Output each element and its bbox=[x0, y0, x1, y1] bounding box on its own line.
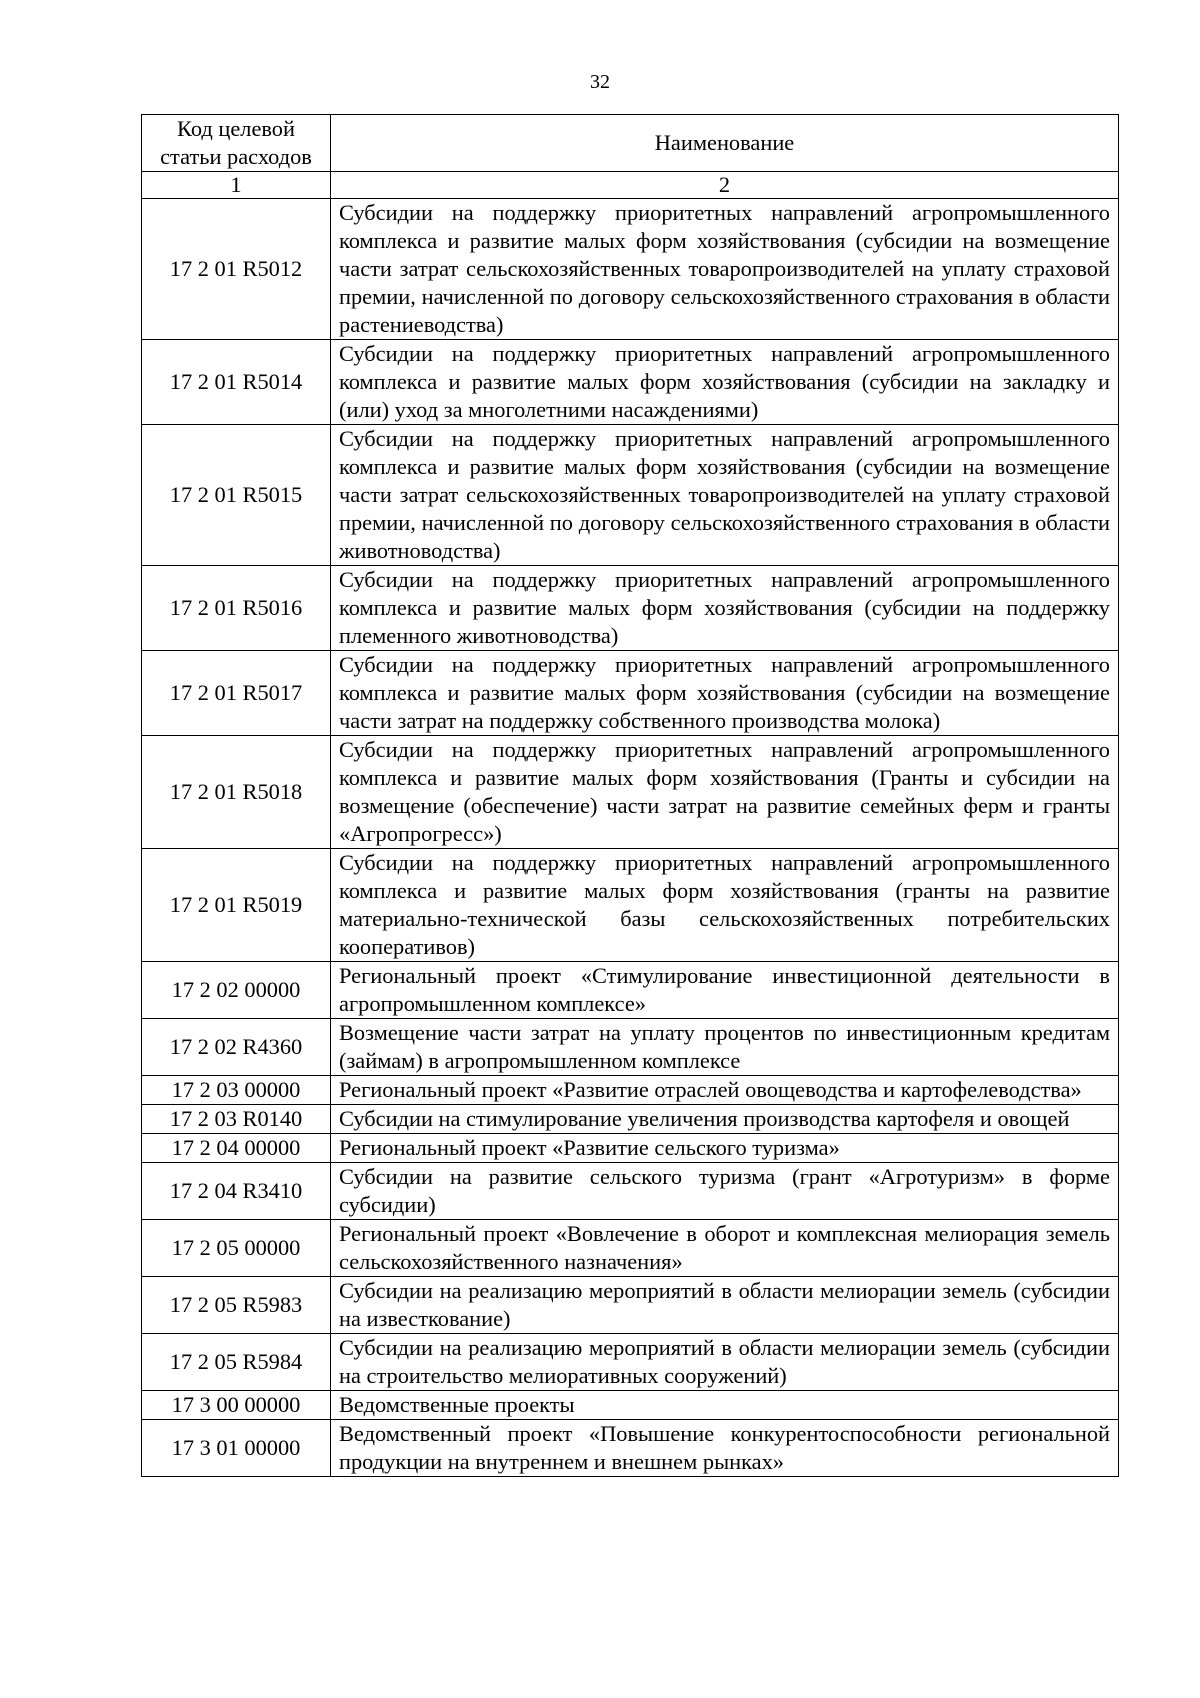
table-row bbox=[142, 651, 1119, 736]
row-name: Субсидии на развитие сельского туризма (грант «Агротуризм» в форме субсидии) bbox=[331, 1163, 1119, 1220]
table-row bbox=[142, 1105, 1119, 1134]
row-name: Возмещение части затрат на уплату процентов по инвестиционным кредитам (займам) в агропромышленном комплексе bbox=[331, 1019, 1119, 1076]
column-number-1: 1 bbox=[142, 172, 331, 199]
row-name: Субсидии на поддержку приоритетных направлений агропромышленного комплекса и развитие малых форм хозяйствования (гранты на развитие материально-технической базы сельскохозяйственных потребительских кооперативов) bbox=[331, 849, 1119, 962]
column-number-2: 2 bbox=[331, 172, 1119, 199]
table-row bbox=[142, 1134, 1119, 1163]
table-row bbox=[142, 1163, 1119, 1220]
row-code: 17 2 01 R5012 bbox=[142, 199, 331, 340]
table-row bbox=[142, 566, 1119, 651]
table-row bbox=[142, 1420, 1119, 1477]
table-row bbox=[142, 962, 1119, 1019]
table-row bbox=[142, 199, 1119, 340]
table-row bbox=[142, 1277, 1119, 1334]
row-code: 17 2 05 R5984 bbox=[142, 1334, 331, 1391]
row-name: Региональный проект «Развитие отраслей овощеводства и картофелеводства» bbox=[331, 1076, 1119, 1105]
row-name: Ведомственный проект «Повышение конкурентоспособности региональной продукции на внутреннем и внешнем рынках» bbox=[331, 1420, 1119, 1477]
row-code: 17 3 00 00000 bbox=[142, 1391, 331, 1420]
page-number: 32 bbox=[590, 71, 610, 93]
table-header-row bbox=[142, 115, 1119, 172]
table-row bbox=[142, 849, 1119, 962]
row-name: Региональный проект «Развитие сельского туризма» bbox=[331, 1134, 1119, 1163]
table-row bbox=[142, 425, 1119, 566]
row-name: Региональный проект «Вовлечение в оборот и комплексная мелиорация земель сельскохозяйственного назначения» bbox=[331, 1220, 1119, 1277]
row-code: 17 2 04 R3410 bbox=[142, 1163, 331, 1220]
table-row bbox=[142, 1391, 1119, 1420]
row-name: Субсидии на реализацию мероприятий в области мелиорации земель (субсидии на известкование) bbox=[331, 1277, 1119, 1334]
row-code: 17 2 01 R5015 bbox=[142, 425, 331, 566]
header-name: Наименование bbox=[331, 115, 1119, 172]
table-body bbox=[142, 199, 1119, 1477]
row-code: 17 2 01 R5018 bbox=[142, 736, 331, 849]
row-code: 17 2 05 00000 bbox=[142, 1220, 331, 1277]
row-name: Субсидии на стимулирование увеличения производства картофеля и овощей bbox=[331, 1105, 1119, 1134]
table-row bbox=[142, 736, 1119, 849]
header-code: Код целевой статьи расходов bbox=[142, 115, 331, 172]
table-row bbox=[142, 1220, 1119, 1277]
row-code: 17 2 01 R5014 bbox=[142, 340, 331, 425]
row-code: 17 2 04 00000 bbox=[142, 1134, 331, 1163]
row-name: Региональный проект «Стимулирование инвестиционной деятельности в агропромышленном комплексе» bbox=[331, 962, 1119, 1019]
row-name: Субсидии на поддержку приоритетных направлений агропромышленного комплекса и развитие малых форм хозяйствования (субсидии на возмещение части затрат сельскохозяйственных товаропроизводителей на уплату страховой премии, начисленной по договору сельскохозяйственного страхования в области животноводства) bbox=[331, 425, 1119, 566]
table-row bbox=[142, 1076, 1119, 1105]
table-row bbox=[142, 1019, 1119, 1076]
row-code: 17 2 02 00000 bbox=[142, 962, 331, 1019]
row-code: 17 2 01 R5016 bbox=[142, 566, 331, 651]
row-code: 17 2 05 R5983 bbox=[142, 1277, 331, 1334]
row-code: 17 2 01 R5019 bbox=[142, 849, 331, 962]
table-row bbox=[142, 1334, 1119, 1391]
table-row bbox=[142, 340, 1119, 425]
row-name: Субсидии на поддержку приоритетных направлений агропромышленного комплекса и развитие малых форм хозяйствования (Гранты и субсидии на возмещение (обеспечение) части затрат на развитие семейных ферм и гранты «Агропрогресс») bbox=[331, 736, 1119, 849]
row-name: Субсидии на поддержку приоритетных направлений агропромышленного комплекса и развитие малых форм хозяйствования (субсидии на поддержку племенного животноводства) bbox=[331, 566, 1119, 651]
row-name: Субсидии на реализацию мероприятий в области мелиорации земель (субсидии на строительство мелиоративных сооружений) bbox=[331, 1334, 1119, 1391]
row-code: 17 3 01 00000 bbox=[142, 1420, 331, 1477]
expense-codes-table bbox=[141, 114, 1119, 1477]
row-code: 17 2 02 R4360 bbox=[142, 1019, 331, 1076]
row-code: 17 2 03 R0140 bbox=[142, 1105, 331, 1134]
row-code: 17 2 03 00000 bbox=[142, 1076, 331, 1105]
row-name: Субсидии на поддержку приоритетных направлений агропромышленного комплекса и развитие малых форм хозяйствования (субсидии на закладку и (или) уход за многолетними насаждениями) bbox=[331, 340, 1119, 425]
row-code: 17 2 01 R5017 bbox=[142, 651, 331, 736]
column-number-row bbox=[142, 172, 1119, 199]
row-name: Ведомственные проекты bbox=[331, 1391, 1119, 1420]
row-name: Субсидии на поддержку приоритетных направлений агропромышленного комплекса и развитие малых форм хозяйствования (субсидии на возмещение части затрат на поддержку собственного производства молока) bbox=[331, 651, 1119, 736]
row-name: Субсидии на поддержку приоритетных направлений агропромышленного комплекса и развитие малых форм хозяйствования (субсидии на возмещение части затрат сельскохозяйственных товаропроизводителей на уплату страховой премии, начисленной по договору сельскохозяйственного страхования в области растениеводства) bbox=[331, 199, 1119, 340]
